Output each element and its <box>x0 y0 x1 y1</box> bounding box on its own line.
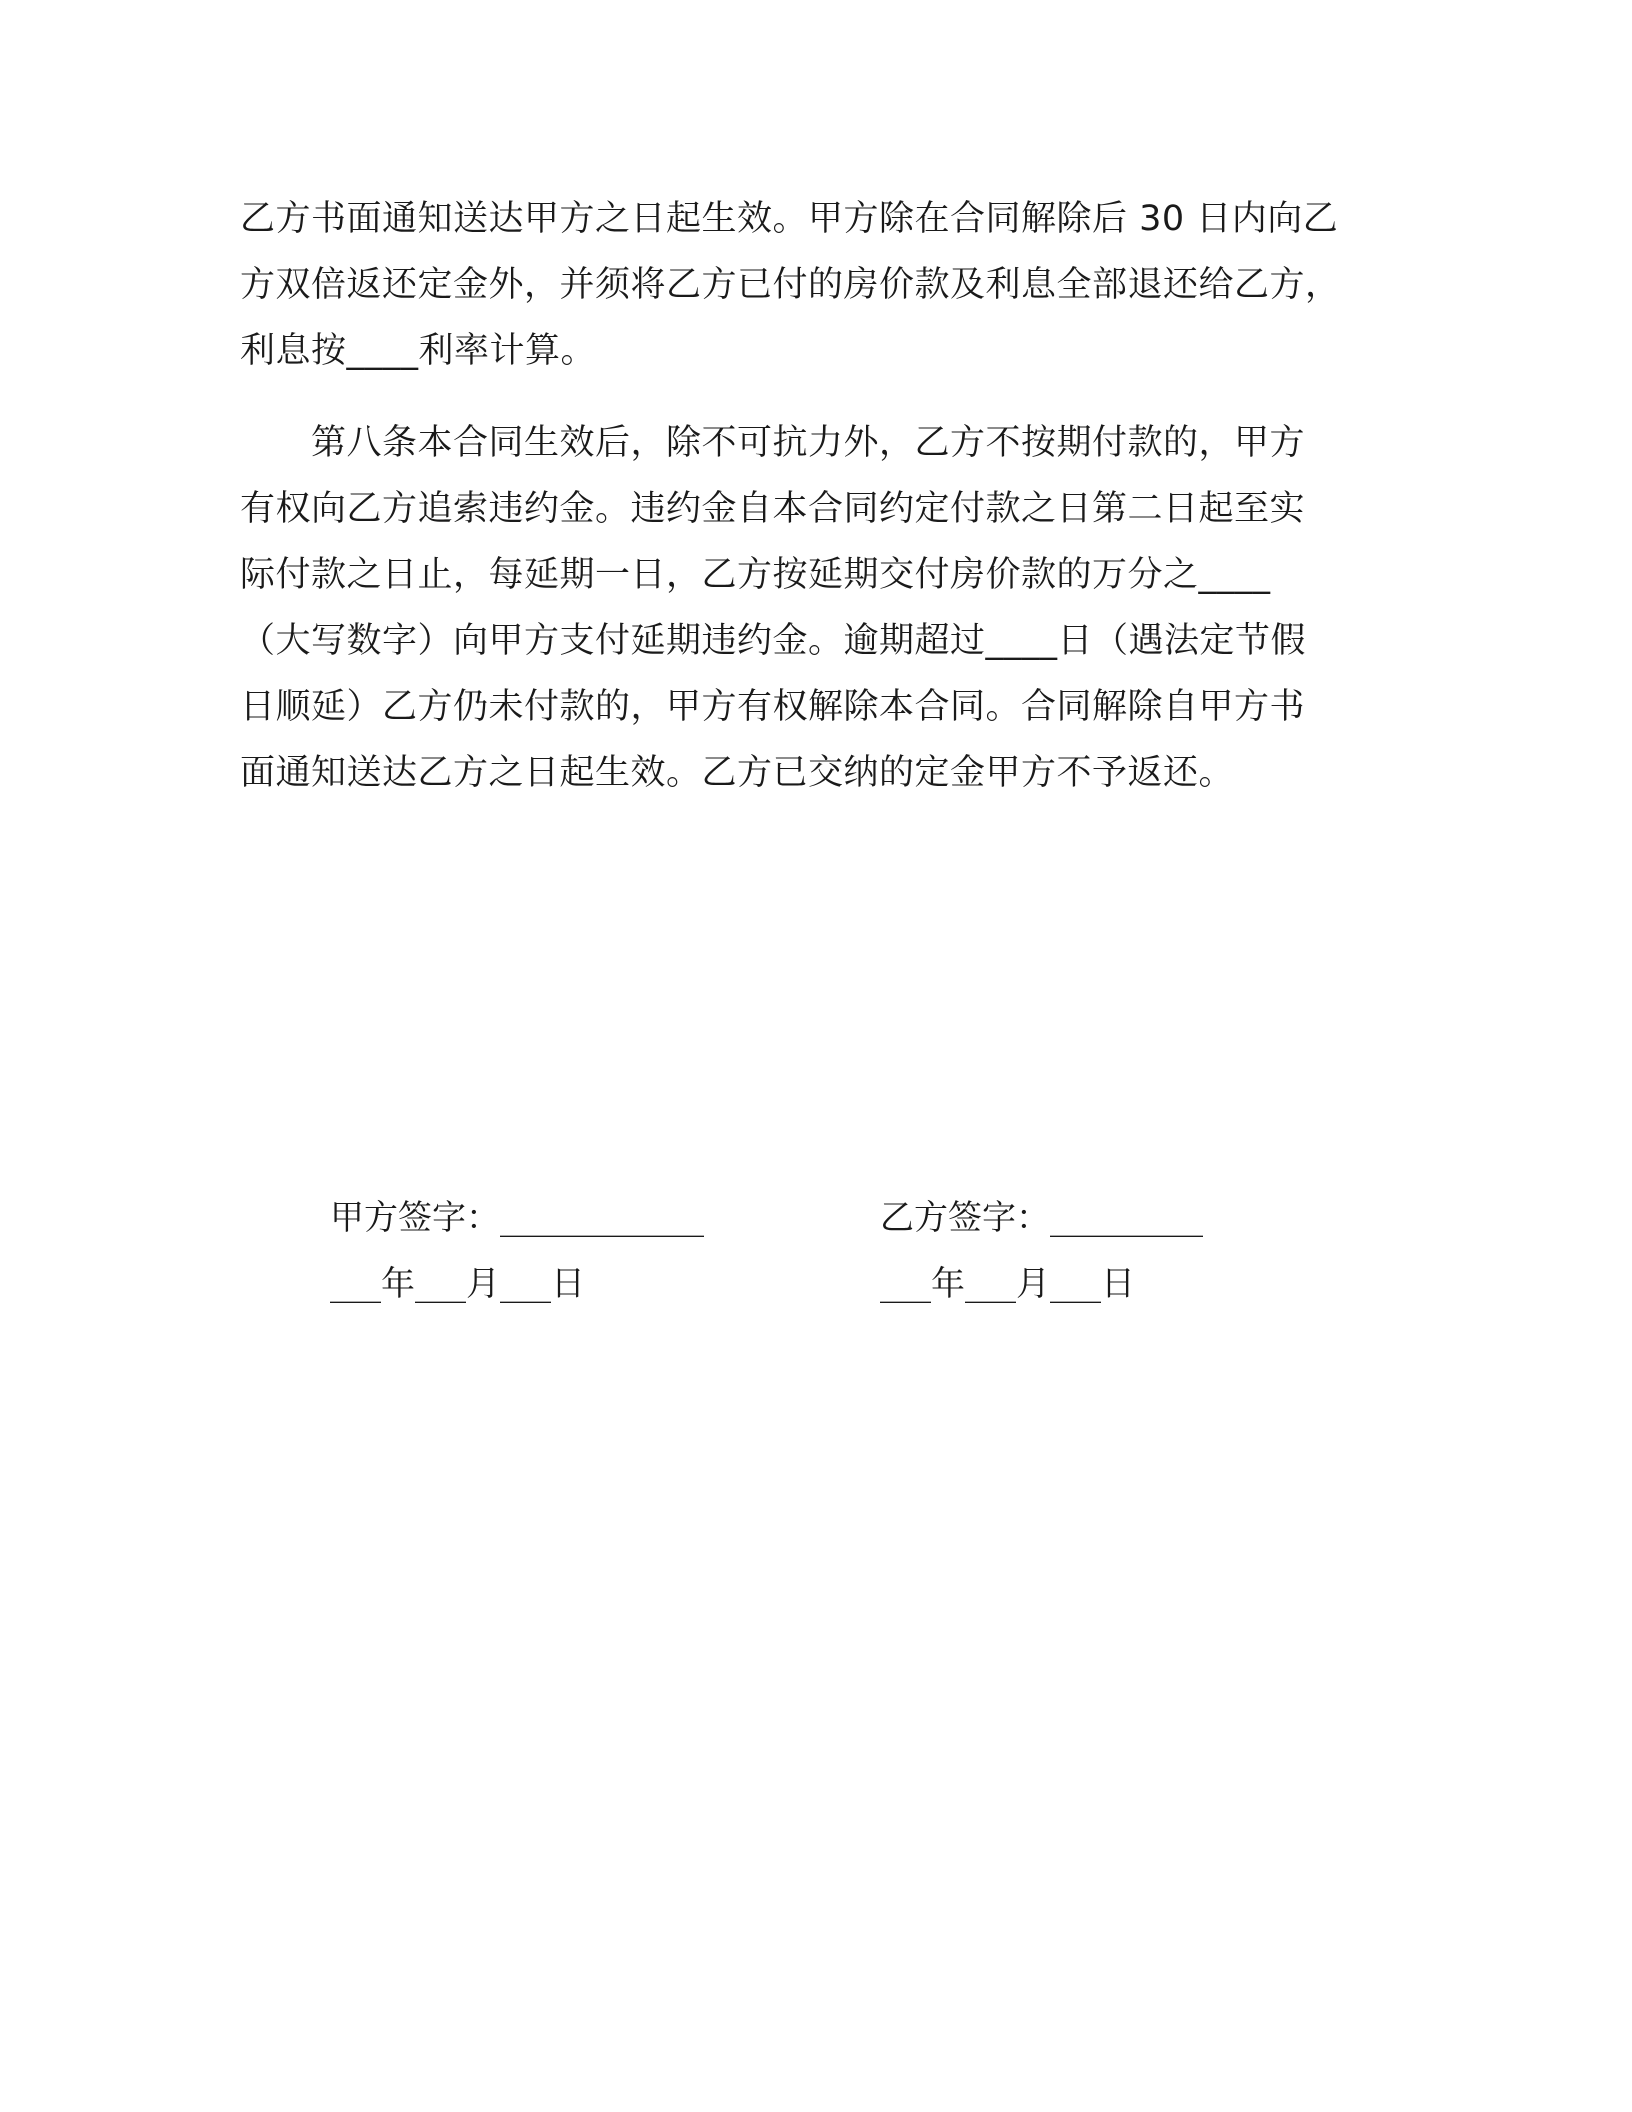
party-b-signature-label: 乙方签字：_________ <box>880 1198 1203 1238</box>
paragraph-1-line-1: 乙方书面通知送达甲方之日起生效。甲方除在合同解除后 30 日内向乙 <box>240 199 1339 239</box>
paragraph-2-line-5: 日顺延）乙方仍未付款的，甲方有权解除本合同。合同解除自甲方书 <box>240 687 1306 727</box>
party-a-signature-label: 甲方签字：____________ <box>330 1198 704 1238</box>
paragraph-1-line-2: 方双倍返还定金外，并须将乙方已付的房价款及利息全部退还给乙方， <box>240 265 1341 305</box>
paragraph-2-line-4: （大写数字）向甲方支付延期违约金。逾期超过____日（遇法定节假 <box>240 621 1307 661</box>
paragraph-2-line-3: 际付款之日止，每延期一日，乙方按延期交付房价款的万分之____ <box>240 555 1271 595</box>
paragraph-2-line-6: 面通知送达乙方之日起生效。乙方已交纳的定金甲方不予返还。 <box>240 753 1235 793</box>
paragraph-2-line-1: 第八条本合同生效后，除不可抗力外，乙方不按期付款的，甲方 <box>240 423 1306 463</box>
party-b-signature-date: ___年___月___日 <box>880 1264 1135 1304</box>
paragraph-1-line-3: 利息按____利率计算。 <box>240 331 597 371</box>
party-a-signature-date: ___年___月___日 <box>330 1264 585 1304</box>
paragraph-2-line-2: 有权向乙方追索违约金。违约金自本合同约定付款之日第二日起至实 <box>240 489 1306 529</box>
